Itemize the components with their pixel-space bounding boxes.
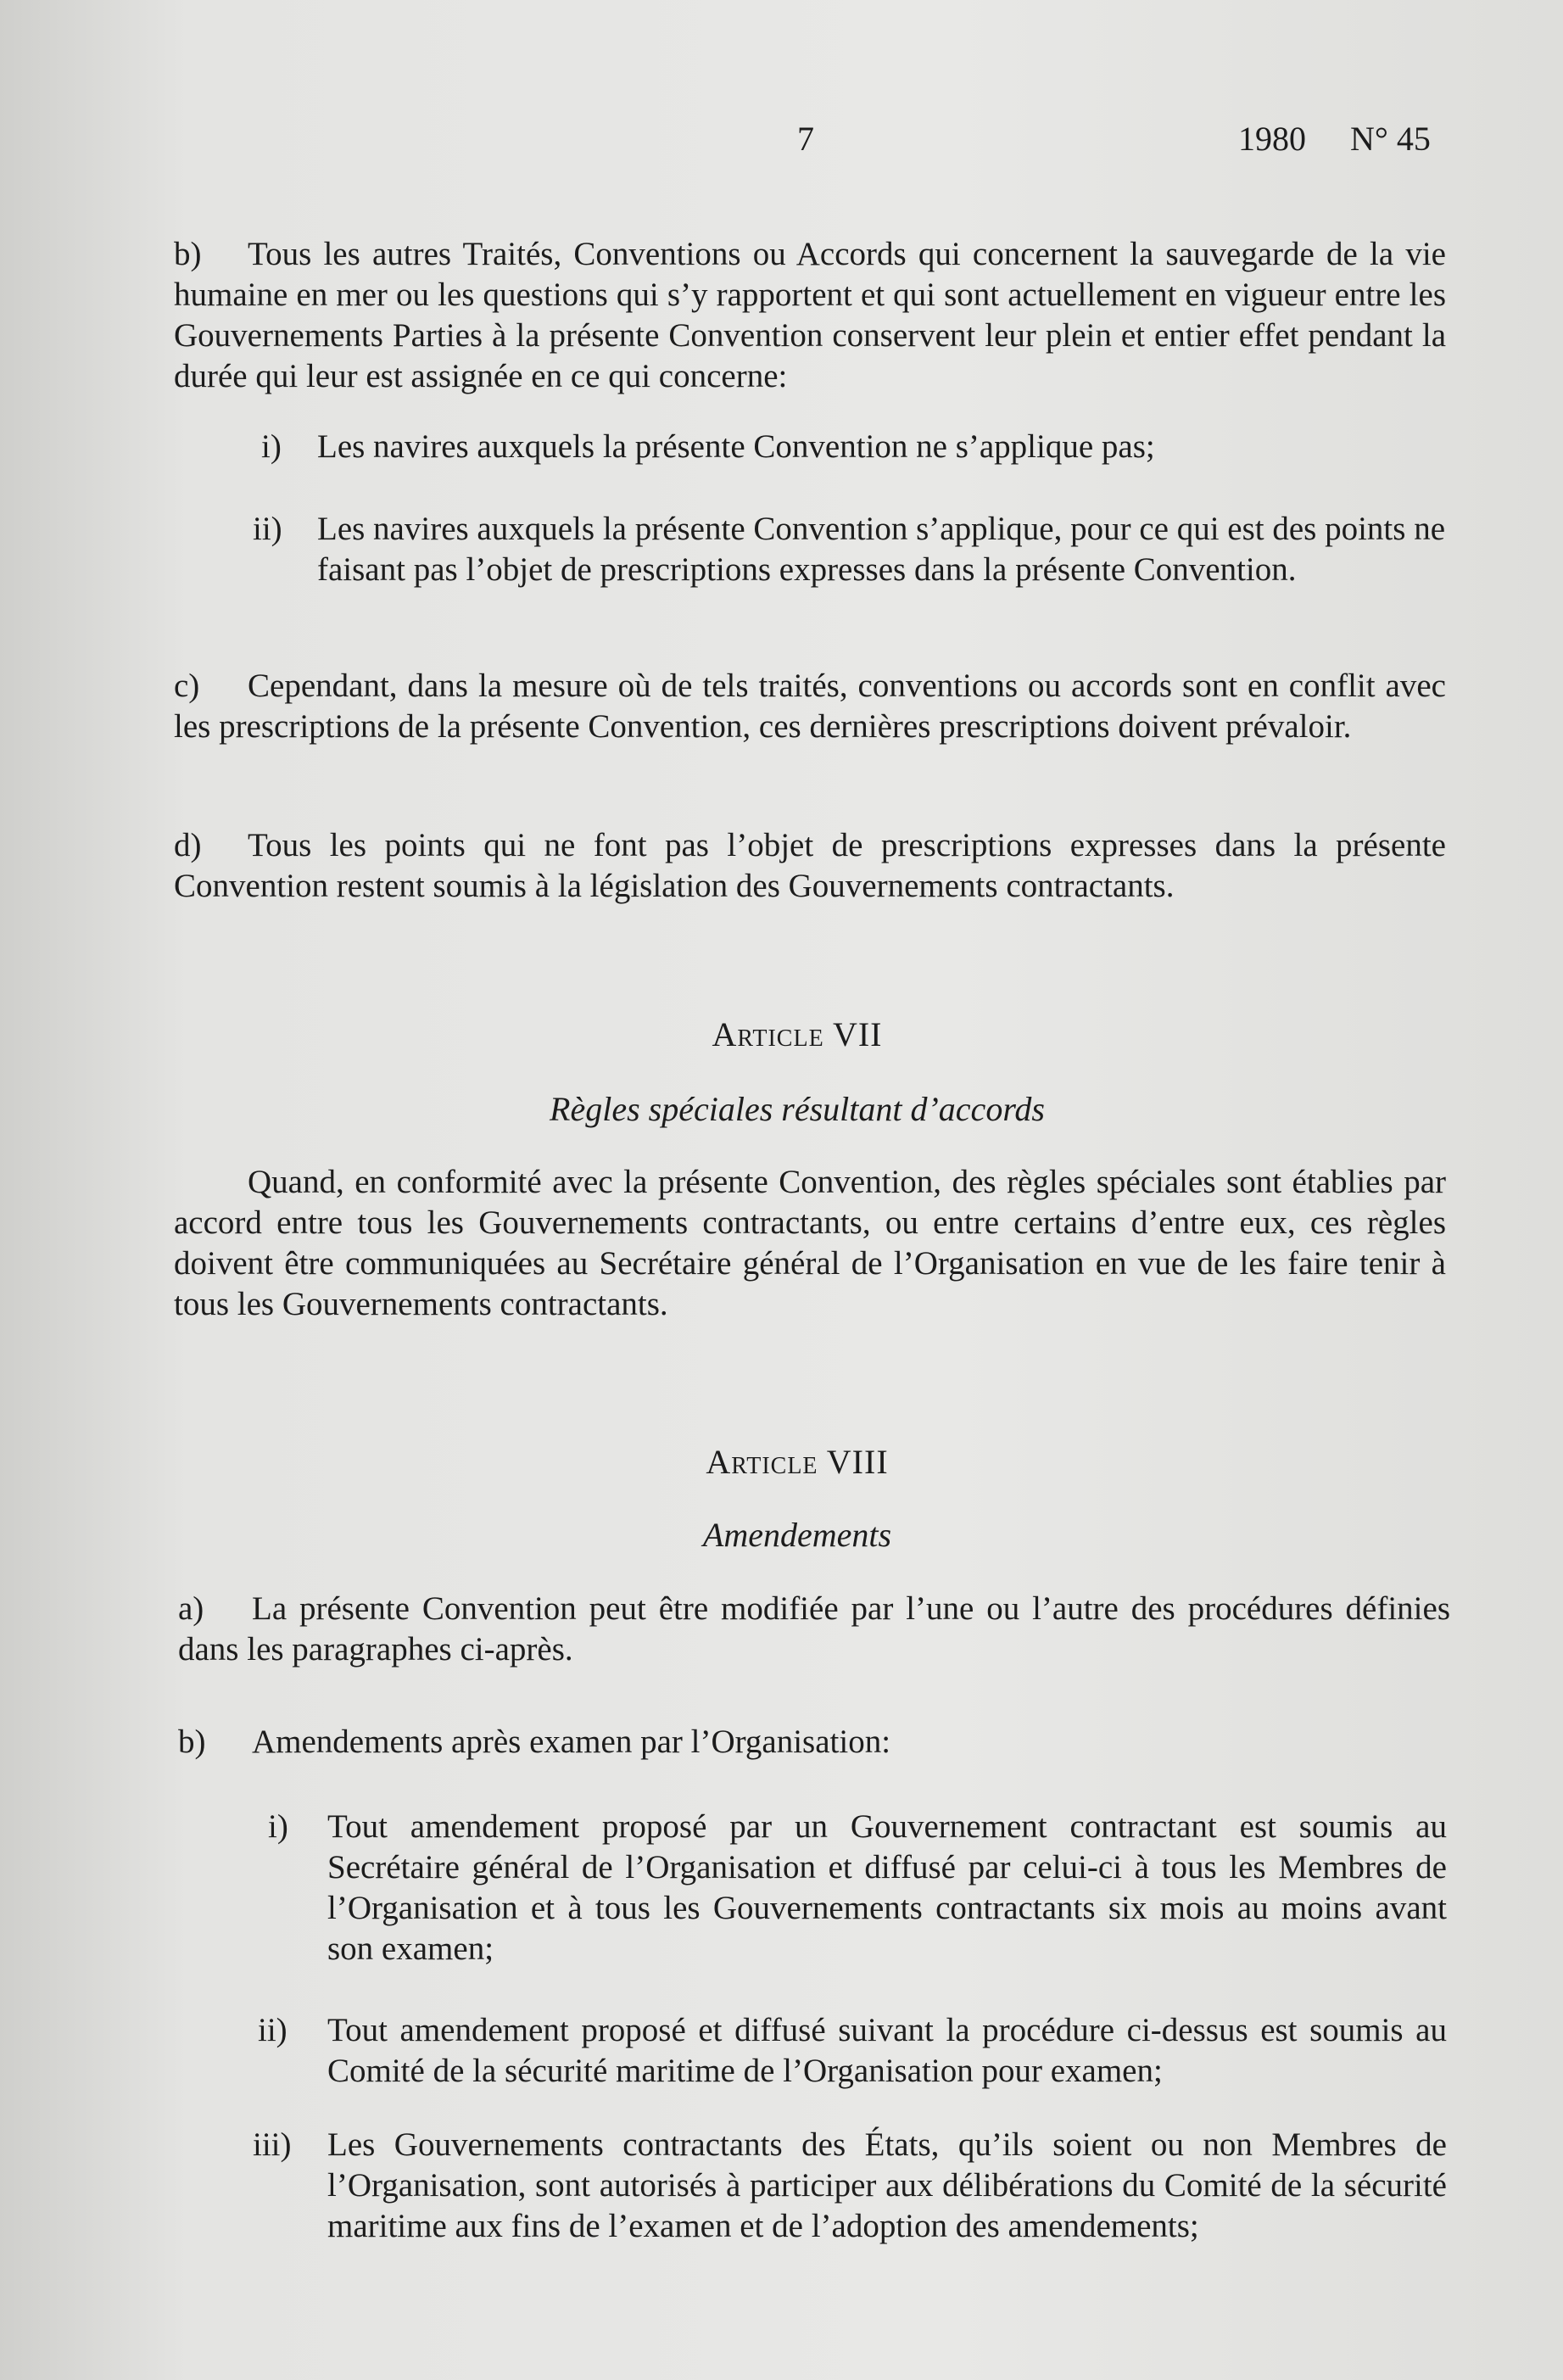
- para-b-item-ii-text: Les navires auxquels la présente Convention s’applique, pour ce qui est des points ne faisant pas l’objet de prescriptions expresses dans la présente Convention.: [317, 511, 1445, 588]
- header-issue: N° 45: [1350, 120, 1431, 158]
- para-b-item-ii-label: ii): [253, 511, 282, 547]
- para-c-label: c): [174, 668, 200, 704]
- art8-para-b-label: b): [178, 1724, 206, 1760]
- para-b-item-i-text: Les navires auxquels la présente Convention ne s’applique pas;: [317, 428, 1155, 465]
- article-7-subheading: Règles spéciales résultant d’accords: [550, 1090, 1045, 1128]
- para-c-text: Cependant, dans la mesure où de tels traités, conventions ou accords sont en conflit avec les prescriptions de la présente Convention, ces dernières prescriptions doivent prévaloir.: [174, 668, 1446, 745]
- para-b-text: Tous les autres Traités, Conventions ou Accords qui concernent la sauvegarde de la vie humaine en mer ou les questions qui s’y rapportent et qui sont actuellement en vigueur entre les Gouvernements Parties à la présente Convention conservent leur plein et entier effet pendant la durée qui leur est assignée en ce qui concerne:: [174, 236, 1446, 394]
- para-d-label: d): [174, 827, 202, 863]
- art8-para-b-text: Amendements après examen par l’Organisation:: [252, 1724, 891, 1760]
- art8-para-a-label: a): [178, 1590, 204, 1627]
- para-b-label: b): [174, 236, 202, 272]
- article-7-text: Quand, en conformité avec la présente Convention, des règles spéciales sont établies par accord entre tous les Gouvernements contractants, ou entre certains d’entre eux, ces règles doivent être communiquées au Secrétaire général de l’Organisation en vue de les faire tenir à tous les Gouvernements contractants.: [174, 1164, 1446, 1322]
- art8-item-ii-text: Tout amendement proposé et diffusé suivant la procédure ci-dessus est soumis au Comité de la sécurité maritime de l’Organisation pour examen;: [327, 2012, 1447, 2089]
- art8-item-i-label: i): [268, 1808, 288, 1845]
- header-year: 1980: [1238, 120, 1306, 158]
- art8-item-iii-text: Les Gouvernements contractants des États, qu’ils soient ou non Membres de l’Organisation, sont autorisés à participer aux délibérations du Comité de la sécurité maritime aux fins de l’examen et de l’adoption des amendements;: [327, 2126, 1447, 2244]
- art8-para-a-text: La présente Convention peut être modifiée par l’une ou l’autre des procédures définies dans les paragraphes ci-après.: [178, 1590, 1450, 1668]
- art8-item-i-text: Tout amendement proposé par un Gouvernement contractant est soumis au Secrétaire général de l’Organisation et diffusé par celui-ci à tous les Membres de l’Organisation et à tous les Gouvernements contractants six mois au moins avant son examen;: [327, 1808, 1447, 1967]
- art8-item-iii-label: iii): [253, 2126, 292, 2163]
- para-d-text: Tous les points qui ne font pas l’objet de prescriptions expresses dans la présente Convention restent soumis à la législation des Gouvernements contractants.: [174, 827, 1446, 904]
- art8-item-ii-label: ii): [258, 2012, 287, 2048]
- page-number: 7: [797, 120, 814, 158]
- article-8-subheading: Amendements: [702, 1516, 892, 1554]
- para-b-item-i-label: i): [261, 428, 282, 465]
- article-8-heading: Article VIII: [706, 1443, 889, 1481]
- article-7-heading: Article VII: [712, 1015, 883, 1053]
